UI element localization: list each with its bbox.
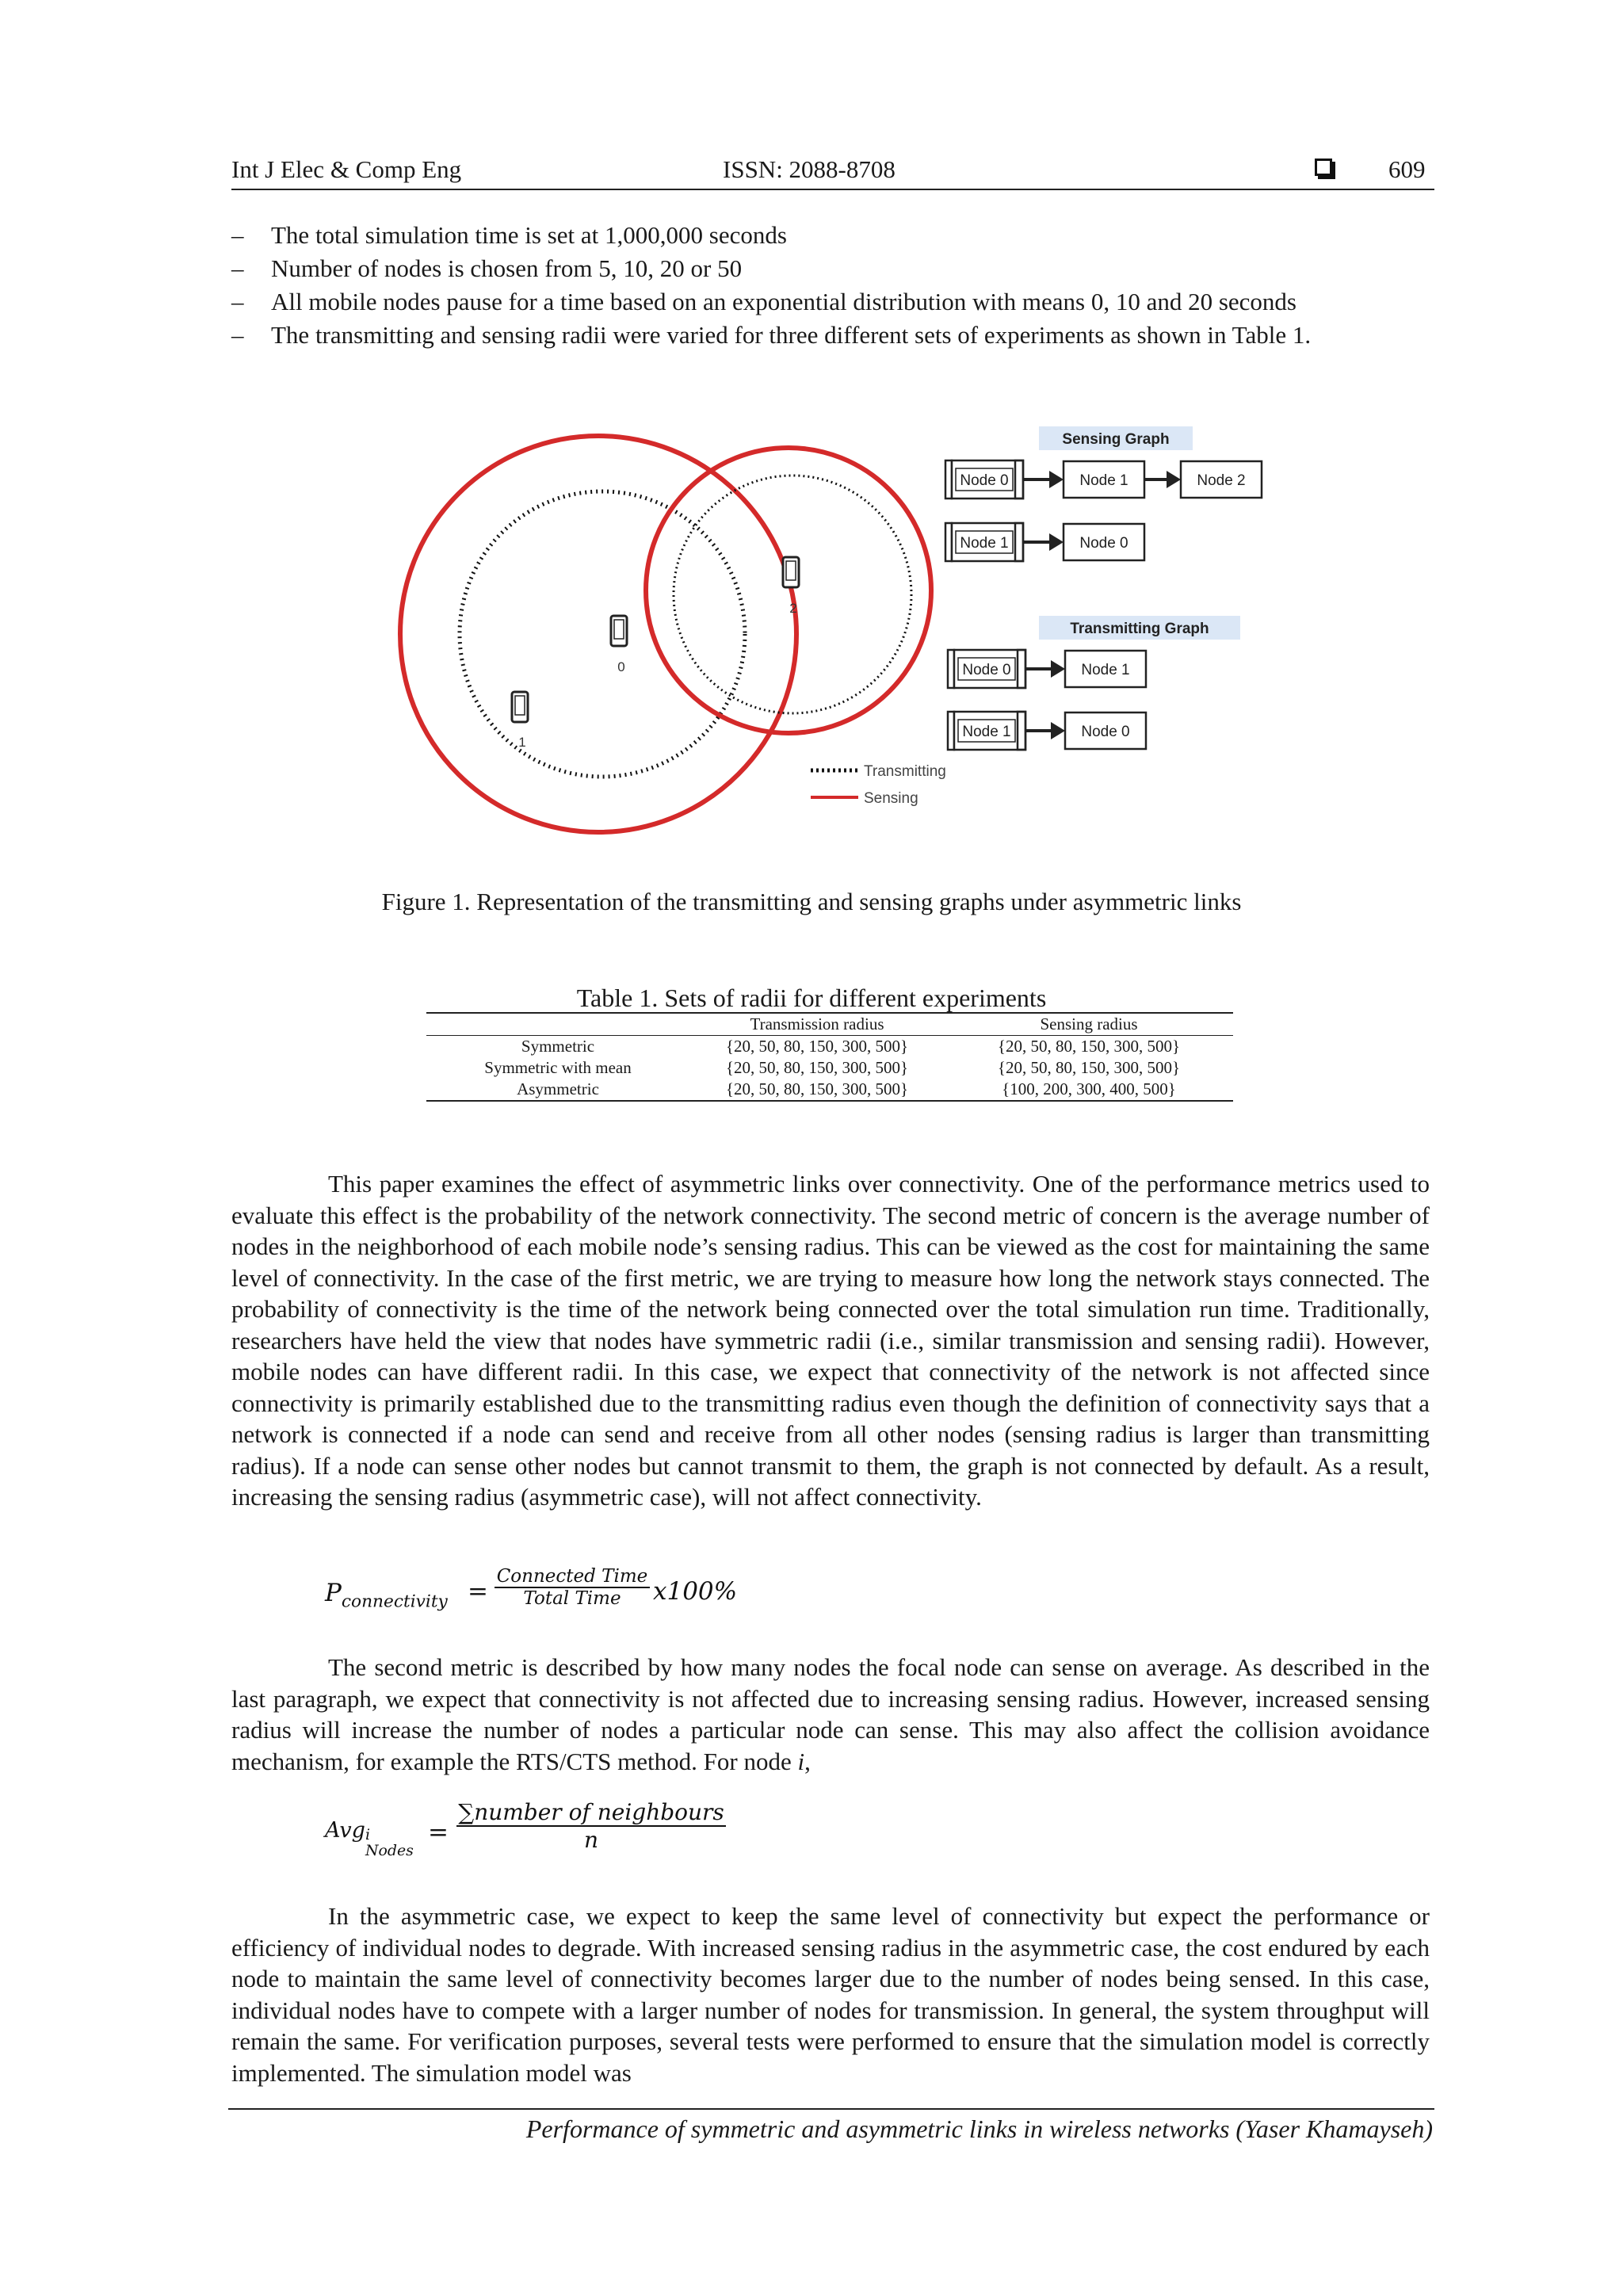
page-number: 609 (1388, 155, 1426, 183)
running-head-journal: Int J Elec & Comp Eng (231, 155, 462, 183)
sensing-row-1 (945, 460, 1262, 499)
running-footer: Performance of symmetric and asymmetric links in wireless networks (Yaser Khamayseh) (525, 2115, 1433, 2143)
node0-transmitting-circle (460, 491, 745, 777)
table-cell: {20, 50, 80, 150, 300, 500} (725, 1079, 909, 1098)
table-cell: {100, 200, 300, 400, 500} (1002, 1079, 1176, 1098)
equation-symbol: Avg (325, 1818, 365, 1843)
table-cell: {20, 50, 80, 150, 300, 500} (725, 1037, 909, 1056)
sensing-row-2 (945, 523, 1144, 561)
sensing-graph-title: Sensing Graph (1062, 431, 1170, 448)
node-2-phone-icon (783, 557, 799, 587)
table-cell: {20, 50, 80, 150, 300, 500} (997, 1037, 1181, 1056)
equation-fraction (456, 1799, 726, 1853)
graph-node-box: Node 1 (1081, 662, 1130, 678)
node-2-label: 2 (789, 601, 797, 616)
equation-lhs (325, 1818, 414, 1859)
equation-subscript: Nodes (365, 1842, 414, 1859)
transmitting-row-2 (948, 712, 1146, 750)
table-cell: {20, 50, 80, 150, 300, 500} (997, 1058, 1181, 1077)
equation-suffix: x100% (653, 1577, 738, 1606)
equation-lhs (325, 1579, 448, 1612)
equation-equals: = (468, 1577, 488, 1606)
bullet-dash: – (231, 321, 244, 349)
list-item (231, 285, 1436, 319)
table-header-cell: Sensing radius (1040, 1014, 1138, 1033)
graph-node-box: Node 0 (1079, 535, 1128, 552)
equation-numerator: ∑number of neighbours (458, 1799, 724, 1825)
table-header-cell (426, 1013, 689, 1036)
equation-fraction (495, 1566, 650, 1609)
node0-sensing-circle (400, 436, 796, 832)
table-cell: Symmetric (521, 1037, 595, 1056)
node-1-label: 1 (518, 735, 526, 750)
parameter-list (231, 219, 1436, 352)
equation-subscript: connectivity (341, 1591, 448, 1612)
graph-node-box: Node 2 (1197, 472, 1246, 489)
list-item-text: Number of nodes is chosen from 5, 10, 20 or 50 (271, 254, 743, 282)
transmitting-graph-title: Transmitting Graph (1070, 621, 1209, 637)
paragraph-punctuation: , (804, 1747, 811, 1775)
running-head-issn: ISSN: 2088-8708 (723, 155, 896, 183)
transmitting-row-1 (948, 650, 1146, 688)
header-rule (231, 189, 1434, 190)
list-item (231, 319, 1436, 352)
radii-table (426, 1012, 1233, 1102)
table-header-cell: Transmission radius (750, 1014, 884, 1033)
bullet-dash: – (231, 288, 244, 315)
legend-transmitting-label: Transmitting (864, 763, 946, 780)
table-caption: Table 1. Sets of radii for different experiments (576, 984, 1047, 1012)
table-header-row (426, 1013, 1233, 1036)
list-item (231, 252, 1436, 285)
body-paragraph: In the asymmetric case, we expect to keep the same level of connectivity but expect the performance or efficiency of individual nodes to degrade. With increased sensing radius in the asymmetric case, the cost endured by each node to maintain the same level of connectivity becomes larger due to the number of nodes being sensed. In this case, individual nodes have to compete with a larger number of nodes for transmission. In general, the system throughput will remain the same. For verification purposes, several tests were performed to ensure that the simulation model is correctly implemented. The simulation model was (231, 1902, 1430, 2087)
page-marker-icon (1315, 159, 1332, 176)
graph-node-box: Node 0 (1081, 724, 1130, 740)
list-item-text: The total simulation time is set at 1,000,000 seconds (271, 221, 787, 249)
list-item-text: The transmitting and sensing radii were varied for three different sets of experiments as shown in Table 1. (271, 321, 1312, 349)
equation-equals: = (428, 1818, 449, 1847)
bullet-dash: – (231, 254, 244, 282)
footer-rule (228, 2108, 1434, 2110)
figure-caption: Figure 1. Representation of the transmitting and sensing graphs under asymmetric links (381, 888, 1242, 915)
graph-node-box: Node 1 (1079, 472, 1128, 489)
equation-denominator: n (583, 1827, 599, 1853)
node-variable: i (797, 1747, 805, 1775)
paragraph-text: The second metric is described by how many nodes the focal node can sense on average. As described in the last paragraph, we expect that connectivity is not affected due to increasing sensing radius. However, increased sensing radius will increase the number of nodes a particular node can sense. This may also affect the collision avoidance mechanism, for example the RTS/CTS method. For node (231, 1653, 1430, 1775)
bullet-dash: – (231, 221, 244, 249)
table-cell: Symmetric with mean (484, 1058, 632, 1077)
equation-symbol: P (325, 1579, 342, 1607)
legend-sensing-label: Sensing (864, 790, 918, 807)
graph-node-box: Node 1 (962, 724, 1011, 740)
graph-node-box: Node 0 (962, 662, 1011, 678)
body-paragraph (231, 1652, 1430, 1777)
equation-superscript: i (365, 1826, 370, 1843)
body-paragraph: This paper examines the effect of asymmetric links over connectivity. One of the performance metrics used to evaluate this effect is the probability of the network connectivity. The second metric of concern is the average number of nodes in the neighborhood of each mobile node’s sensing radius. This can be viewed as the cost for maintaining the same level of connectivity. In the case of the first metric, we are trying to measure how long the network stays connected. The probability of connectivity is the time of the network being connected over the total simulation run time. Traditionally, researchers have held the view that nodes have symmetric radii (i.e., similar transmission and sensing radii). However, mobile nodes can have different radii. In this case, we expect that connectivity of the network is not affected since connectivity is primarily established due to the transmitting radius even though the definition of connectivity says that a network is connected if a node can send and receive from all other nodes (sensing radius is larger than transmitting radius). If a node can sense other nodes but cannot transmit to them, the graph is not connected by default. As a result, increasing the sensing radius (asymmetric case), will not affect connectivity. (231, 1170, 1430, 1511)
node-0-phone-icon (611, 616, 627, 646)
figure-1 (388, 400, 1276, 860)
node-0-label: 0 (617, 659, 625, 674)
graph-node-box: Node 0 (960, 472, 1009, 489)
table-row (426, 1057, 1233, 1079)
table-cell: {20, 50, 80, 150, 300, 500} (725, 1058, 909, 1077)
table-cell: Asymmetric (517, 1079, 599, 1098)
node-1-phone-icon (512, 692, 528, 722)
list-item (231, 219, 1436, 252)
list-item-text: All mobile nodes pause for a time based on an exponential distribution with means 0, 10 and 20 seconds (271, 288, 1296, 315)
equation-denominator: Total Time (523, 1588, 621, 1609)
table-row (426, 1036, 1233, 1058)
table-row (426, 1079, 1233, 1101)
graph-node-box: Node 1 (960, 535, 1009, 552)
equation-numerator: Connected Time (496, 1566, 648, 1587)
